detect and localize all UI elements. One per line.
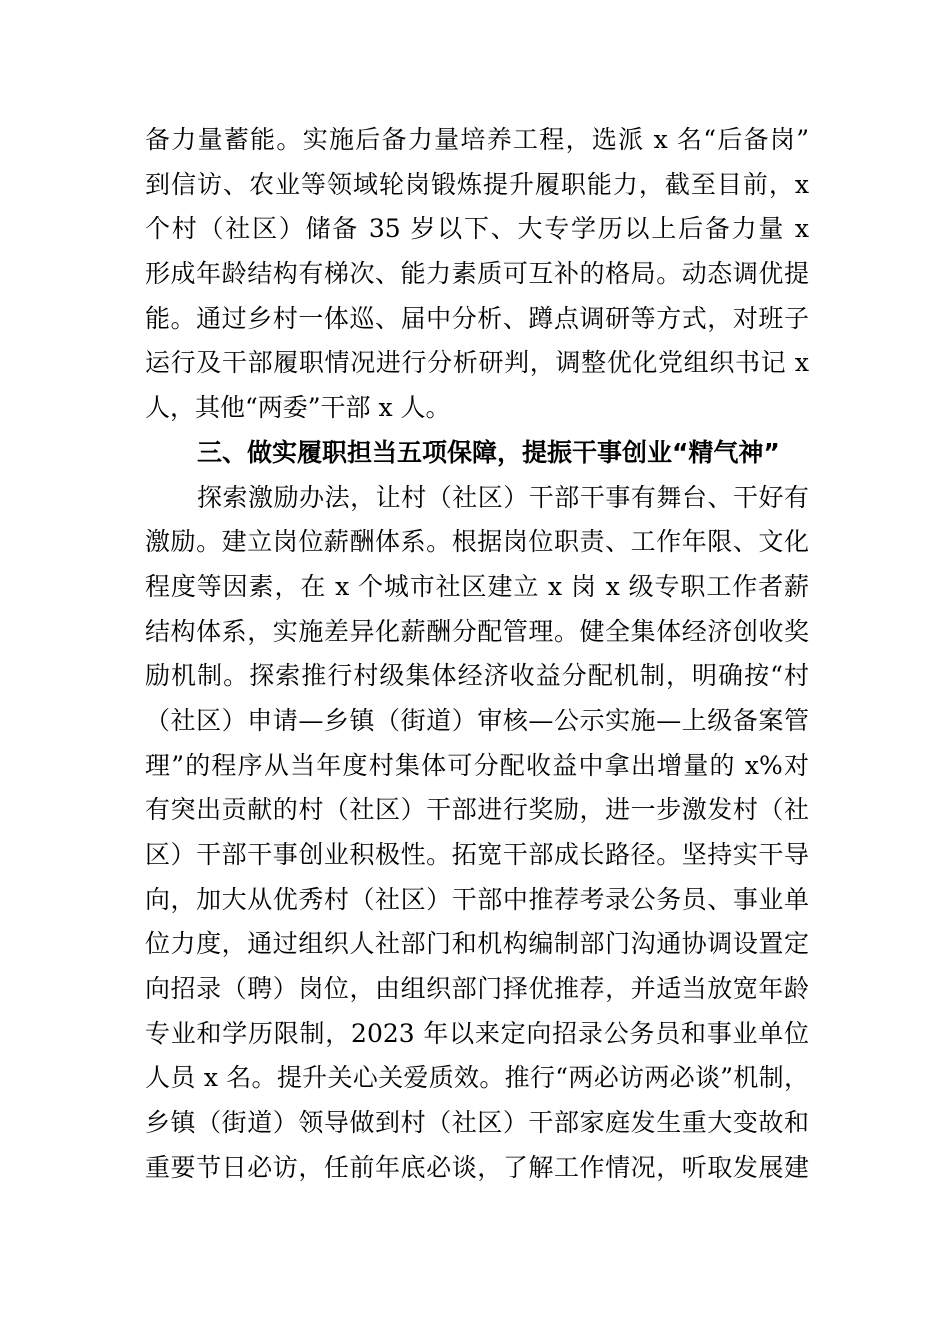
paragraph-line: 向招录（聘）岗位，由组织部门择优推荐，并适当放宽年龄 xyxy=(145,974,809,1004)
paragraph-line: 区）干部干事创业积极性。拓宽干部成长路径。坚持实干导 xyxy=(145,840,809,869)
paragraph-line: 乡镇（街道）领导做到村（社区）干部家庭发生重大变故和 xyxy=(145,1108,809,1138)
document-body xyxy=(145,118,809,1191)
paragraph-line: 重要节日必访，任前年底必谈，了解工作情况，听取发展建 xyxy=(145,1152,809,1182)
paragraph-line: 激励。建立岗位薪酬体系。根据岗位职责、工作年限、文化 xyxy=(145,527,809,557)
paragraph-line: 位力度，通过组织人社部门和机构编制部门沟通协调设置定 xyxy=(145,929,809,959)
paragraph-line: 个村（社区）储备 35 岁以下、大专学历以上后备力量 x xyxy=(145,214,809,244)
paragraph-line: 探索激励办法，让村（社区）干部干事有舞台、干好有 xyxy=(197,482,809,512)
paragraph-line: 人员 x 名。提升关心关爱质效。推行“两必访两必谈”机制， xyxy=(145,1063,809,1093)
paragraph-line: 程度等因素，在 x 个城市社区建立 x 岗 x 级专职工作者薪 xyxy=(145,571,809,601)
paragraph-line: 到信访、农业等领域轮岗锻炼提升履职能力，截至目前，x xyxy=(145,169,809,199)
paragraph-line: 运行及干部履职情况进行分析研判，调整优化党组织书记 x xyxy=(145,348,809,378)
paragraph-line: （社区）申请—乡镇（街道）审核—公示实施—上级备案管 xyxy=(145,705,809,735)
paragraph-line: 向，加大从优秀村（社区）干部中推荐考录公务员、事业单 xyxy=(145,884,809,914)
paragraph-line: 励机制。探索推行村级集体经济收益分配机制，明确按“村 xyxy=(145,661,809,691)
paragraph-line: 备力量蓄能。实施后备力量培养工程，选派 x 名“后备岗” xyxy=(145,125,809,154)
section-heading: 三、做实履职担当五项保障，提振干事创业“精气神” xyxy=(197,437,780,467)
paragraph-line: 人，其他“两委”干部 x 人。 xyxy=(145,393,451,423)
paragraph-line: 理”的程序从当年度村集体可分配收益中拿出增量的 x%对 xyxy=(145,750,809,780)
paragraph-line: 有突出贡献的村（社区）干部进行奖励，进一步激发村（社 xyxy=(145,795,809,825)
paragraph-line: 能。通过乡村一体巡、届中分析、蹲点调研等方式，对班子 xyxy=(145,303,809,333)
paragraph-line: 专业和学历限制，2023 年以来定向招录公务员和事业单位 xyxy=(145,1018,809,1048)
paragraph-line: 形成年龄结构有梯次、能力素质可互补的格局。动态调优提 xyxy=(145,259,809,289)
paragraph-line: 结构体系，实施差异化薪酬分配管理。健全集体经济创收奖 xyxy=(145,616,809,646)
